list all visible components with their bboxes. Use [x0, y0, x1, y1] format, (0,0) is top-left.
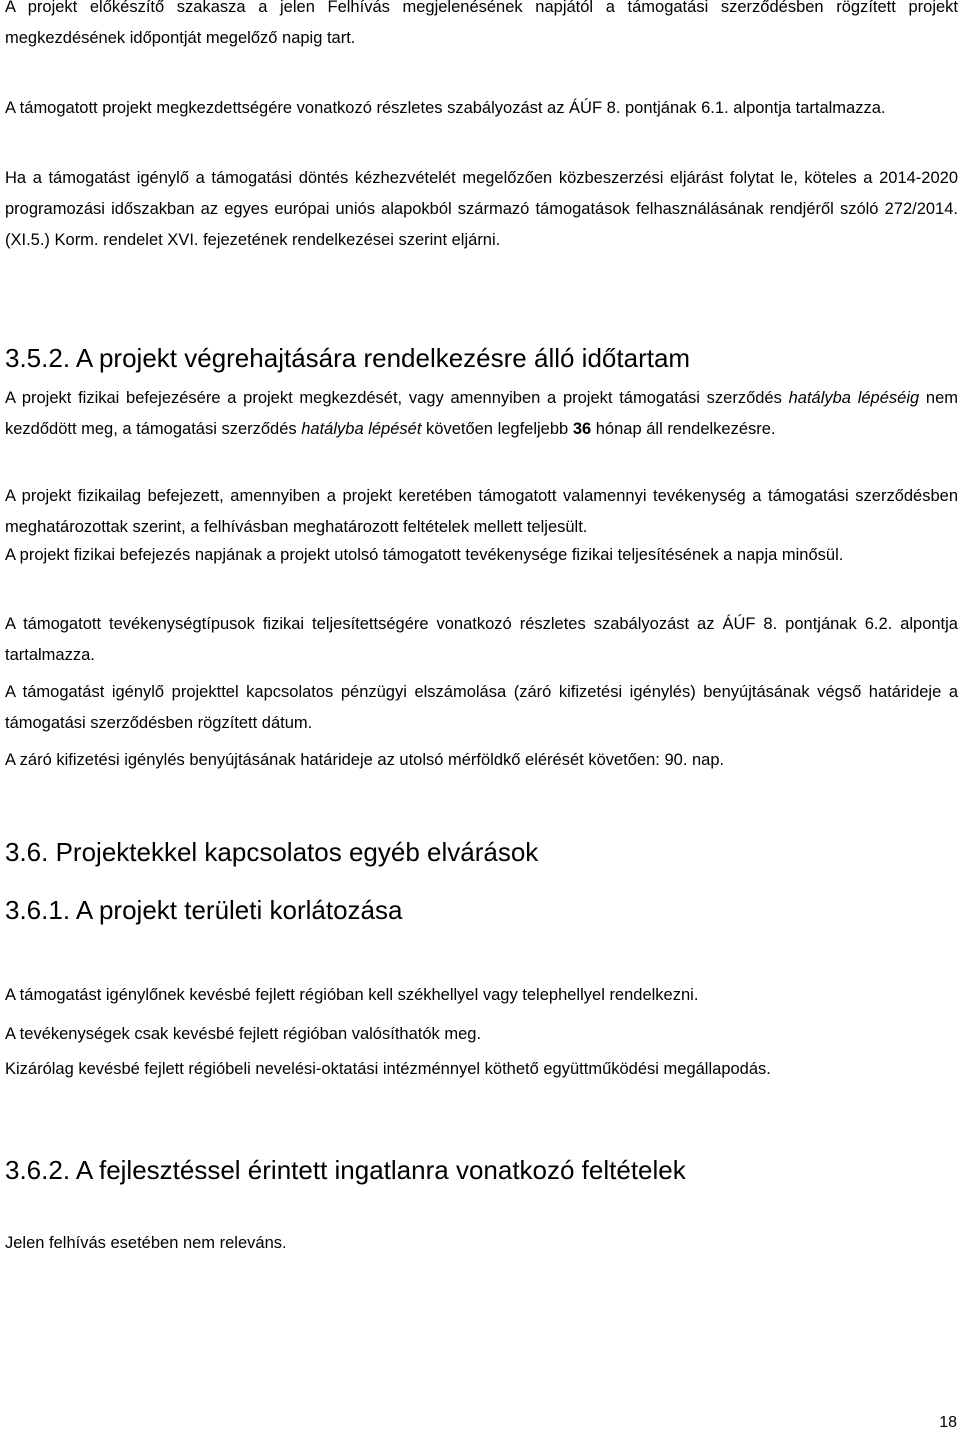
- paragraph-procurement: Ha a támogatást igénylő a támogatási döntés kézhezvételét megelőzően közbeszerzési eljárást folytat le, köteles a 2014-2020 programozási időszakban az egyes európai uniós alapokból származó támogatások felhasználásának rendjéről szóló 272/2014. (XI.5.) Korm. rendelet XVI. fejezetének rendelkezései szerint eljárni.: [5, 169, 958, 249]
- paragraph-completion-date: A projekt fizikai befejezés napjának a projekt utolsó támogatott tevékenysége fizikai teljesítésének a napja minősül.: [5, 546, 844, 564]
- heading-3-5-2: 3.5.2. A projekt végrehajtására rendelkezésre álló időtartam: [5, 343, 691, 373]
- duration-text-3: követően legfeljebb: [421, 420, 573, 438]
- paragraph-activity-rules: A támogatott tevékenységtípusok fizikai teljesítettségére vonatkozó részletes szabályozást az ÁÚF 8. pontjának 6.2. alpontja tartalmazza.: [5, 615, 958, 664]
- paragraph-preparation-phase: A projekt előkészítő szakasza a jelen Felhívás megjelenésének napjától a támogatási szerződésben rögzített projekt megkezdésének időpontját megelőző napig tart.: [5, 0, 958, 47]
- paragraph-cooperation-agreement: Kizárólag kevésbé fejlett régióbeli nevelési-oktatási intézménnyel köthető együttműködési megállapodás.: [5, 1060, 771, 1078]
- duration-text-2: nem kezdődött meg, a támogatási szerződés: [5, 389, 958, 438]
- paragraph-activity-location: A tevékenységek csak kevésbé fejlett régióban valósíthatók meg.: [5, 1025, 482, 1043]
- paragraph-physical-completion: A projekt fizikailag befejezett, amennyiben a projekt keretében támogatott valamennyi tevékenység a támogatási szerződésben meghatározottak szerint, a felhívásban meghatározott feltételek mellett teljesült.: [5, 487, 958, 536]
- heading-3-6-2: 3.6.2. A fejlesztéssel érintett ingatlanra vonatkozó feltételek: [5, 1155, 686, 1185]
- paragraph-headquarters-requirement: A támogatást igénylőnek kevésbé fejlett régióban kell székhellyel vagy telephellyel rendelkezni.: [5, 986, 699, 1004]
- paragraph-not-relevant: Jelen felhívás esetében nem releváns.: [5, 1234, 287, 1252]
- heading-3-6-1: 3.6.1. A projekt területi korlátozása: [5, 895, 403, 925]
- heading-3-6: 3.6. Projektekkel kapcsolatos egyéb elvárások: [5, 837, 539, 867]
- duration-months: 36: [572, 420, 592, 438]
- duration-emphasis-1: hatályba lépéséig: [788, 389, 920, 407]
- duration-text-4: hónap áll rendelkezésre.: [591, 420, 776, 438]
- page-number: 18: [939, 1414, 957, 1431]
- paragraph-start-rules: A támogatott projekt megkezdettségére vonatkozó részletes szabályozást az ÁÚF 8. pontjának 6.1. alpontja tartalmazza.: [5, 99, 886, 117]
- duration-text-1: A projekt fizikai befejezésére a projekt megkezdését, vagy amennyiben a projekt támogatási szerződés: [5, 389, 789, 407]
- paragraph-final-payment-deadline: A záró kifizetési igénylés benyújtásának határideje az utolsó mérföldkő elérését követően: 90. nap.: [5, 751, 725, 769]
- paragraph-duration: [5, 383, 958, 445]
- duration-emphasis-2: hatályba lépését: [301, 420, 422, 438]
- paragraph-financial-settlement: A támogatást igénylő projekttel kapcsolatos pénzügyi elszámolása (záró kifizetési igénylés) benyújtásának végső határideje a támogatási szerződésben rögzített dátum.: [5, 683, 958, 732]
